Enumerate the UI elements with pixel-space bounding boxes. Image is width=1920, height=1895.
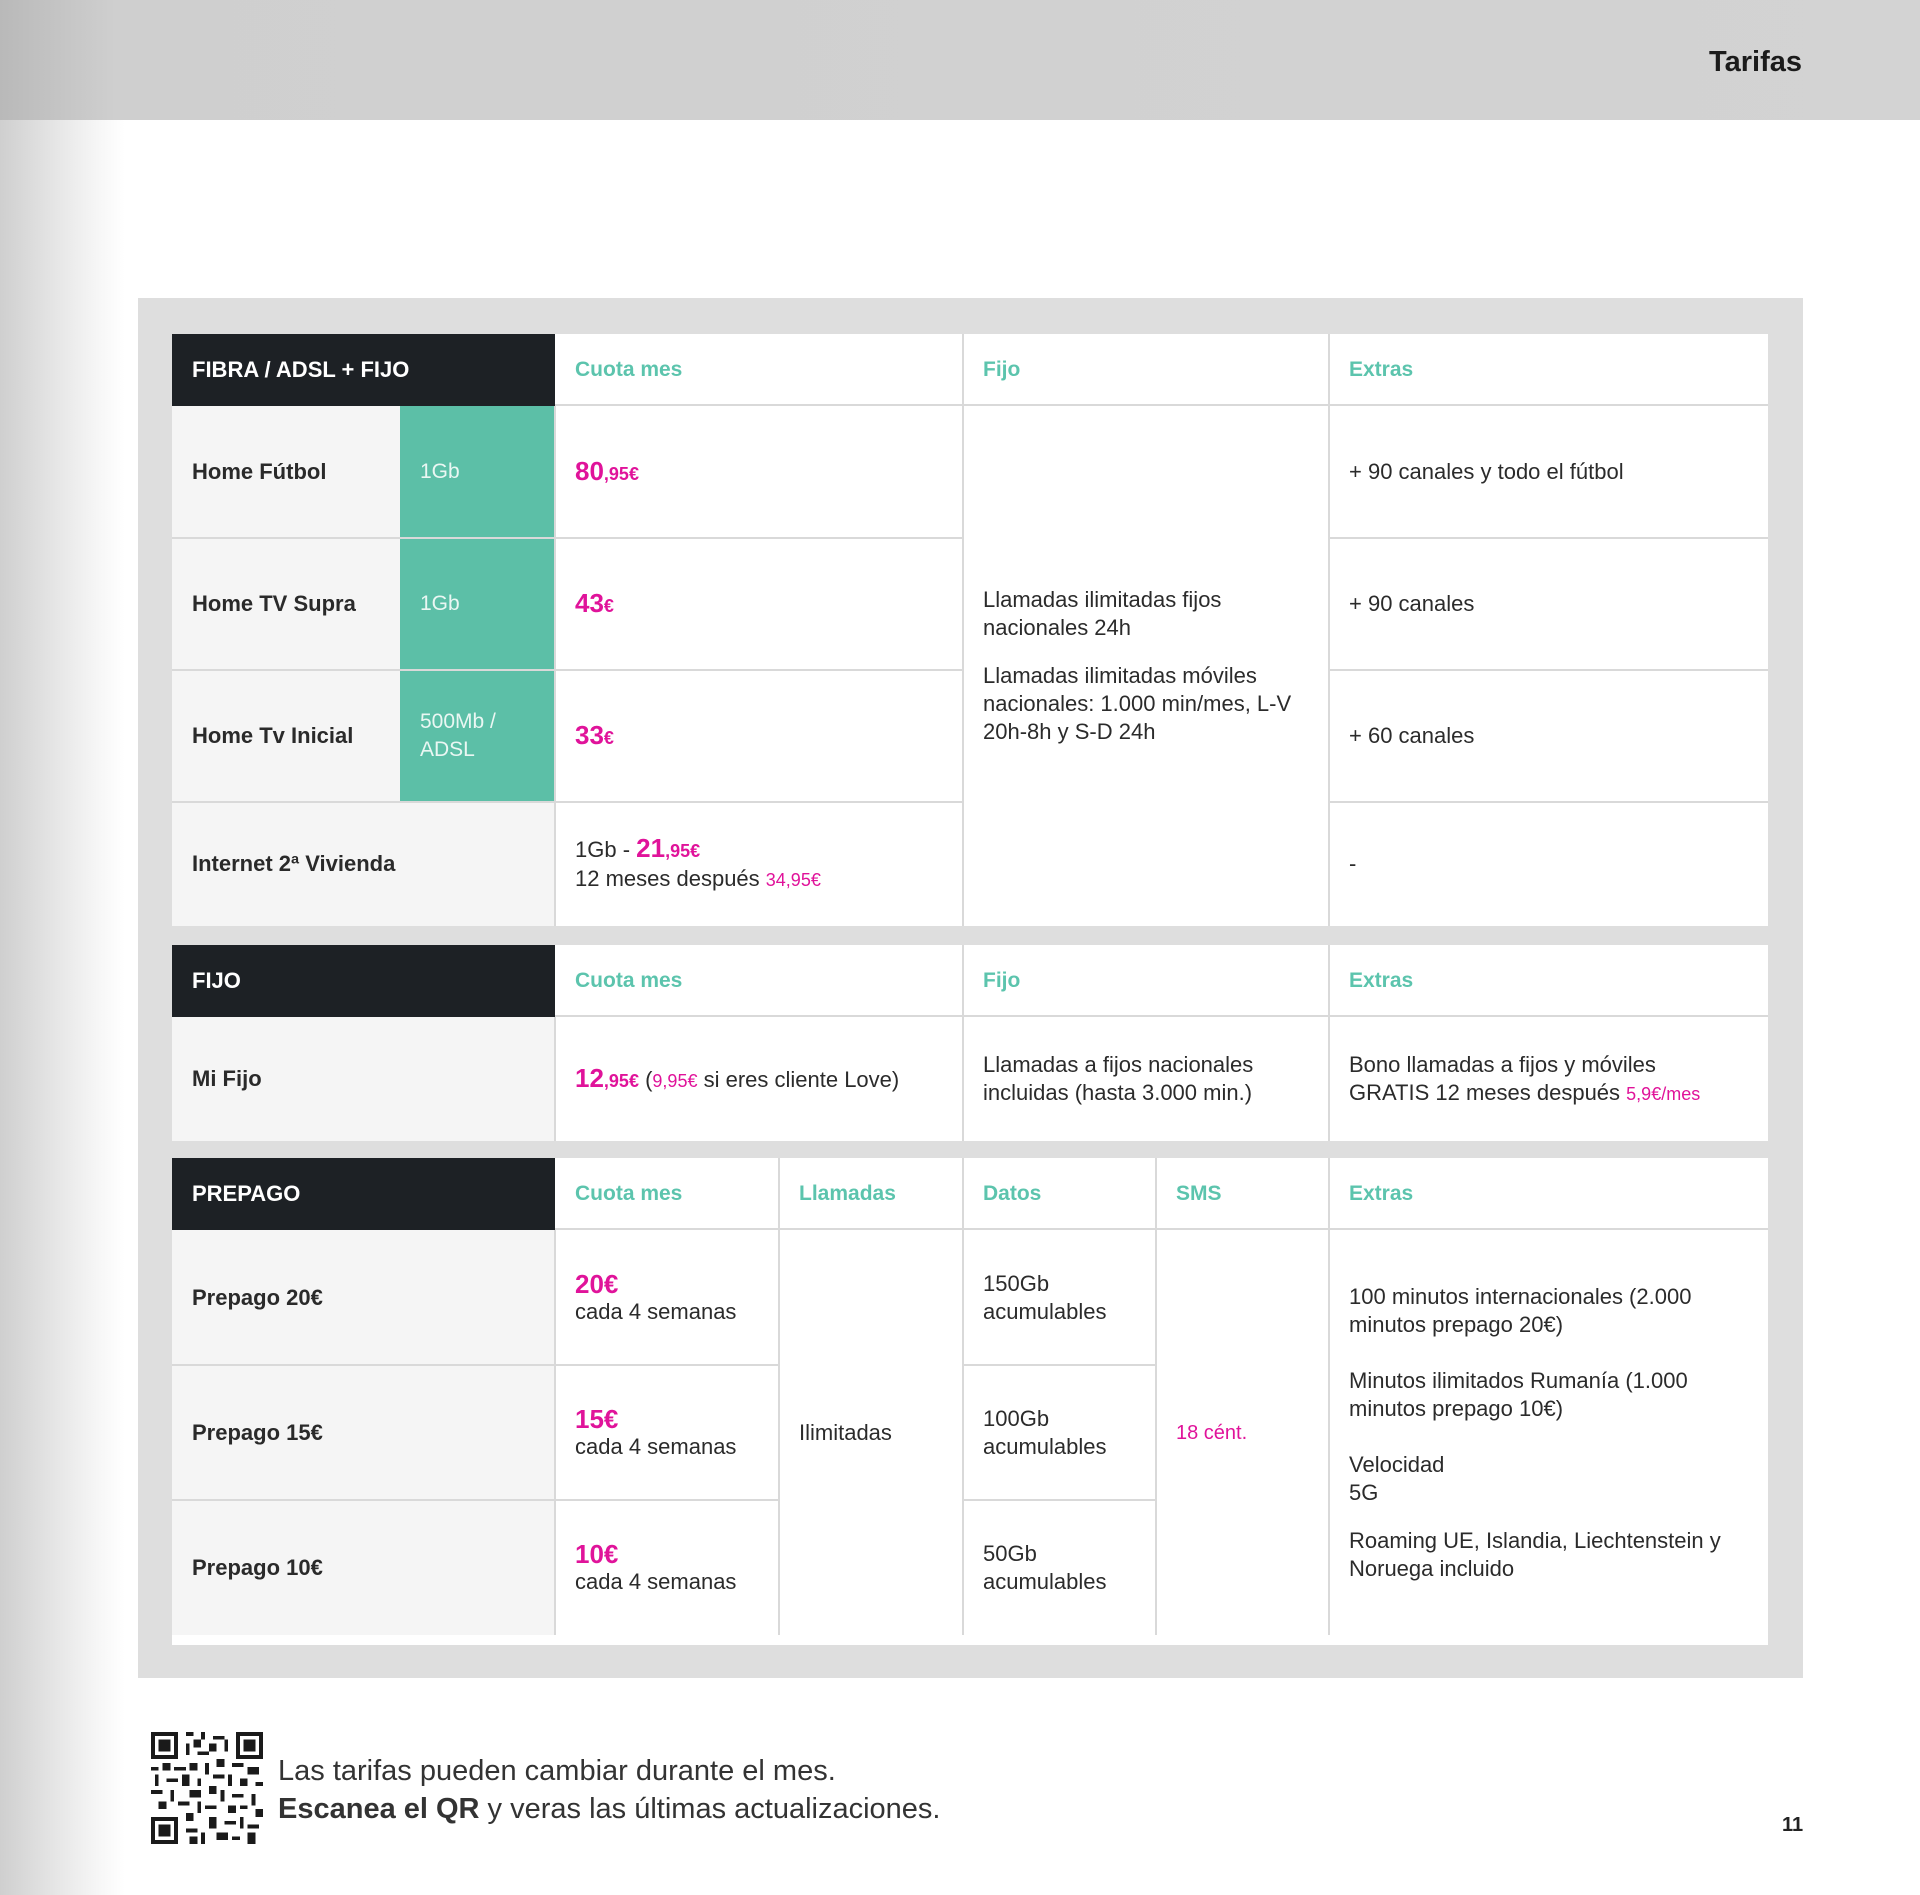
section-fijo (172, 945, 1768, 1141)
plan-llamadas: Ilimitadas (799, 1419, 892, 1445)
price-integer: 12 (575, 1062, 604, 1093)
divider (1328, 1158, 1330, 1635)
plan-name: Internet 2ª Vivienda (172, 802, 555, 926)
plan-name: Home Tv Inicial (172, 670, 400, 802)
plan-price (555, 1230, 779, 1365)
plan-name: Prepago 15€ (172, 1365, 555, 1500)
price-decimal: € (603, 595, 614, 616)
plan-extras (1329, 1230, 1768, 1635)
plan-price (555, 406, 963, 538)
divider (778, 1158, 780, 1635)
divider (172, 1499, 779, 1501)
footer-qr-callout: Escanea el QR (278, 1793, 480, 1825)
divider (172, 669, 963, 671)
plan-extras: + 90 canales (1349, 591, 1475, 616)
plan-price (555, 1365, 779, 1500)
divider (555, 1015, 1768, 1017)
column-header-fijo: Fijo (983, 969, 1021, 992)
fijo-line-1: Llamadas ilimitadas fijos nacionales 24h (983, 587, 1222, 640)
divider (1329, 669, 1768, 671)
column-header-extras: Extras (1349, 1182, 1414, 1205)
divider (963, 1499, 1156, 1501)
plan-name: Prepago 10€ (172, 1500, 555, 1635)
column-header-llamadas: Llamadas (799, 1182, 896, 1205)
price-paren: ( (638, 1066, 653, 1092)
column-header-cuota: Cuota mes (575, 1182, 683, 1205)
price-integer: 43 (575, 587, 604, 618)
section-title: PREPAGO (172, 1158, 555, 1230)
footer-line-1: Las tarifas pueden cambiar durante el mes. (278, 1755, 836, 1787)
page-gutter-shadow (0, 0, 125, 1895)
price-decimal: ,95€ (603, 1070, 639, 1091)
price-decimal: € (603, 727, 614, 748)
qr-code-icon[interactable] (150, 1732, 264, 1844)
price-period: cada 4 semanas (575, 1568, 737, 1594)
price-after-value: 34,95€ (765, 870, 821, 890)
divider (1329, 537, 1768, 539)
divider (554, 406, 556, 926)
divider (172, 537, 963, 539)
price-value: 20€ (575, 1268, 619, 1299)
column-header-cuota: Cuota mes (575, 358, 683, 381)
divider (172, 1364, 779, 1366)
footer-line-2: y veras las últimas actualizaciones. (479, 1793, 941, 1825)
divider (554, 1230, 556, 1635)
extras-item: Minutos ilimitados Rumanía (1.000 minutos prepago 10€) (1349, 1367, 1688, 1421)
plan-extras: - (1349, 851, 1357, 876)
extras-item: 100 minutos internacionales (2.000 minutos prepago 20€) (1349, 1283, 1692, 1337)
divider (1328, 945, 1330, 1141)
section-title: FIBRA / ADSL + FIJO (172, 334, 555, 406)
divider (555, 1228, 1768, 1230)
price-love-text: si eres cliente Love) (697, 1066, 900, 1092)
page-number: 11 (1782, 1814, 1804, 1836)
plan-extras (1329, 1017, 1768, 1141)
price-period: cada 4 semanas (575, 1433, 737, 1459)
column-header-extras: Extras (1349, 969, 1414, 992)
fijo-description: Llamadas a fijos nacionales incluidas (hasta 3.000 min.) (983, 1052, 1254, 1105)
divider (962, 1158, 964, 1635)
section-prepago (172, 1158, 1768, 1645)
page-title: Tarifas (1709, 46, 1802, 78)
divider (1328, 334, 1330, 926)
column-header-extras: Extras (1349, 358, 1414, 381)
extras-item: Roaming UE, Islandia, Liechtenstein y Noruega incluido (1349, 1527, 1721, 1581)
footer-note (278, 1752, 940, 1828)
price-integer: 80 (575, 455, 604, 486)
fijo-line-2: Llamadas ilimitadas móviles nacionales: 1.000 min/mes, L-V 20h-8h y S-D 24h (983, 663, 1292, 744)
divider (1329, 801, 1768, 803)
speed-badge: 1Gb (400, 406, 555, 538)
section-title: FIJO (172, 945, 555, 1017)
divider (963, 1364, 1156, 1366)
divider (1155, 1158, 1157, 1635)
plan-price (555, 538, 963, 670)
section-fibra (172, 334, 1768, 926)
column-header-sms: SMS (1176, 1182, 1222, 1205)
page-header (0, 0, 1920, 120)
plan-name: Home Fútbol (172, 406, 400, 538)
price-value: 10€ (575, 1538, 619, 1569)
price-decimal: ,95€ (603, 463, 639, 484)
column-header-fijo: Fijo (983, 358, 1021, 381)
speed-badge: 500Mb / ADSL (400, 670, 555, 802)
plan-sms: 18 cént. (1176, 1421, 1248, 1444)
fijo-description (963, 406, 1329, 926)
price-after-label: 12 meses después (575, 866, 766, 891)
price-decimal: ,95€ (665, 841, 701, 861)
plan-price (555, 1500, 779, 1635)
plan-extras: + 90 canales y todo el fútbol (1349, 459, 1624, 484)
price-period: cada 4 semanas (575, 1298, 737, 1324)
speed-badge: 1Gb (400, 538, 555, 670)
divider (962, 945, 964, 1141)
plan-name: Home TV Supra (172, 538, 400, 670)
extras-item: Velocidad 5G (1349, 1451, 1445, 1505)
column-header-cuota: Cuota mes (575, 969, 683, 992)
price-value: 15€ (575, 1403, 619, 1434)
plan-datos: 150Gb acumulables (983, 1270, 1107, 1324)
price-integer: 21 (636, 833, 666, 863)
plan-extras: + 60 canales (1349, 723, 1475, 748)
divider (172, 801, 963, 803)
divider (962, 334, 964, 926)
extras-price: 5,9€/mes (1626, 1083, 1701, 1104)
plan-price (555, 670, 963, 802)
extras-text: Bono llamadas a fijos y móviles GRATIS 12 meses después (1349, 1051, 1656, 1105)
plan-datos: 100Gb acumulables (983, 1405, 1107, 1459)
column-header-datos: Datos (983, 1182, 1042, 1205)
plan-name: Mi Fijo (172, 1017, 555, 1141)
plan-name: Prepago 20€ (172, 1230, 555, 1365)
plan-price (555, 802, 963, 926)
divider (555, 404, 1768, 406)
plan-price (555, 1017, 963, 1141)
price-love: 9,95€ (652, 1070, 698, 1091)
speed-label: 1Gb - (575, 837, 637, 862)
price-integer: 33 (575, 719, 604, 750)
plan-datos: 50Gb acumulables (983, 1540, 1107, 1594)
divider (554, 1017, 556, 1141)
